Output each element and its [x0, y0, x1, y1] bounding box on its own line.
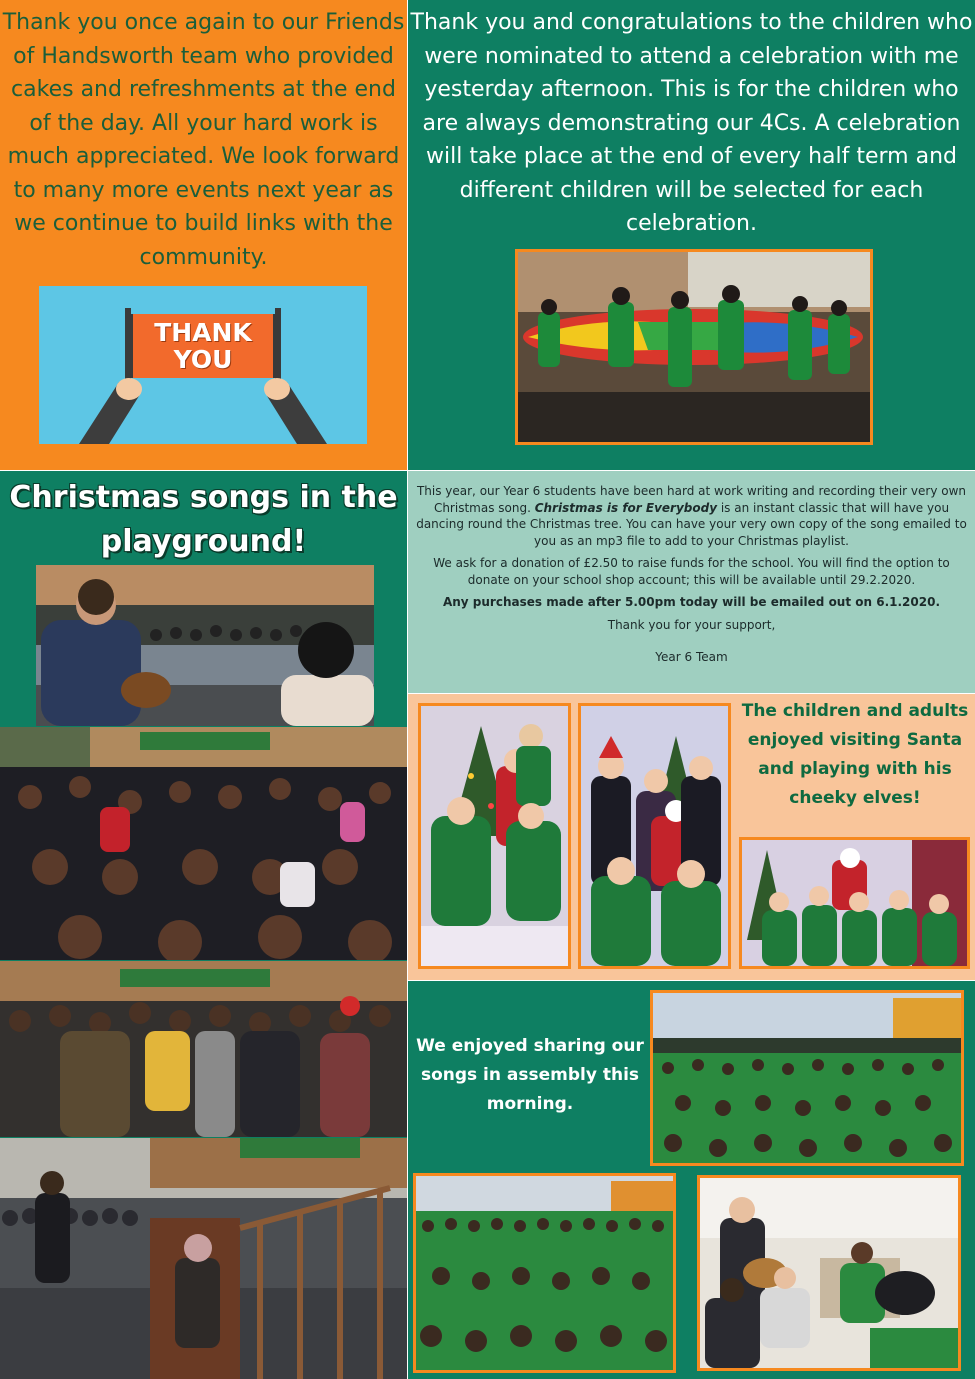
guitar-playground-photo — [36, 565, 374, 726]
assembly-hall-photo — [650, 990, 964, 1166]
friends-thank-you-text: Thank you once again to our Friends of Handsworth team who provided cakes and refreshments at the end of the day. All your hard work is much appreciated. We look forward to many more events next year as we continue to build links with the community. — [2, 10, 405, 270]
sign-text-line-1: THANK — [154, 318, 252, 347]
playground-crowd-photo-2 — [0, 961, 407, 1137]
song-info-donation: We ask for a donation of £2.50 to raise funds for the school. You will find the option to donate on your school shop account; this will be available until 29.2.2020. — [433, 556, 950, 587]
christmas-songs-heading — [0, 476, 407, 564]
song-info-intro: This year, our Year 6 students have been hard at work writing and recording their very own Christmas song. — [416, 484, 967, 515]
celebration-parachute-photo — [515, 249, 873, 445]
celebration-text: Thank you and congratulations to the children who were nominated to attend a celebration with me yesterday afternoon. This is for the children who are always demonstrating our 4Cs. A celebration will take place at the end of every half term and different children will be selected for each celebration. — [410, 10, 973, 236]
thank-you-sign-illustration — [39, 286, 367, 444]
assembly-text: We enjoyed sharing our songs in assembly this morning. — [416, 1036, 644, 1114]
santa-elves-photo-1 — [418, 703, 571, 969]
song-title: Christmas is for Everybody — [534, 500, 718, 515]
heading-line-2: playground! — [100, 524, 307, 559]
sign-text-line-2: YOU — [173, 345, 233, 374]
song-info-thanks: Thank you for your support, — [607, 617, 776, 632]
santa-elves-photo-2 — [578, 703, 731, 969]
santa-elves-photo-3 — [739, 837, 970, 969]
song-info-signature: Year 6 Team — [655, 650, 728, 664]
playground-crowd-photo-1 — [0, 727, 407, 960]
santa-visit-text: The children and adults enjoyed visiting Santa and playing with his cheeky elves! — [741, 701, 969, 808]
playground-crowd-photo-3 — [0, 1138, 407, 1379]
song-info-paragraph-1 — [415, 483, 968, 549]
assembly-choir-photo — [413, 1173, 676, 1373]
heading-line-1: Christmas songs in the — [9, 480, 398, 515]
song-info-intro-end: is an instant classic that will have you dancing round the Christmas tree. You can have your very own copy of the song emailed to you as an mp3 file to add to your Christmas playlist. — [416, 500, 967, 548]
thank-you-sign-board — [127, 314, 279, 378]
year6-song-info — [415, 483, 968, 672]
song-info-email-date: Any purchases made after 5.00pm today will be emailed out on 6.1.2020. — [442, 595, 941, 609]
assembly-band-photo — [697, 1175, 961, 1371]
